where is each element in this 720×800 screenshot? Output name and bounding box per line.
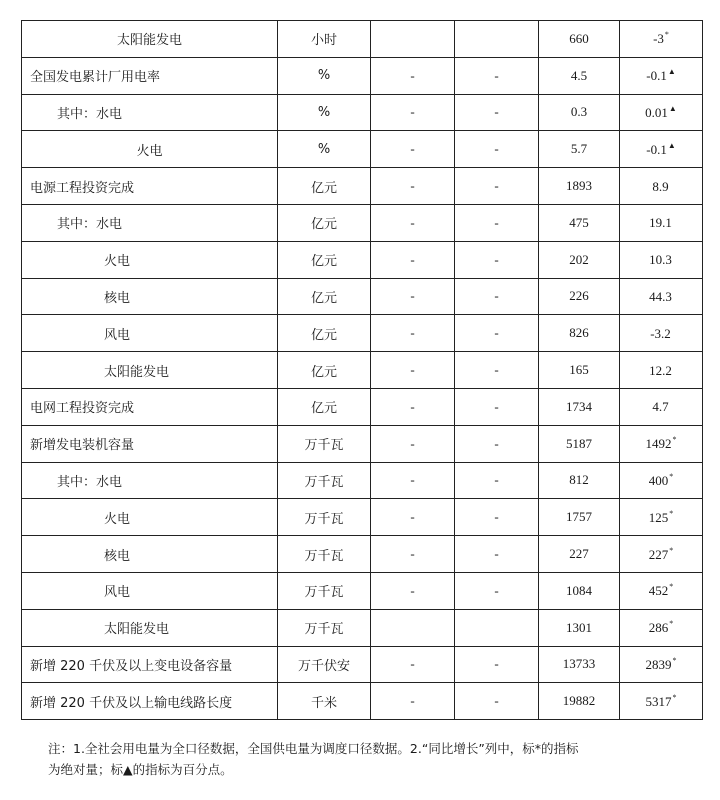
growth-value: -0.1: [646, 141, 667, 157]
month-value: -: [371, 204, 455, 241]
indicator-name: 新增 220 千伏及以上输电线路长度: [22, 683, 278, 720]
unit: 千米: [278, 683, 371, 720]
month-growth: -: [455, 462, 539, 499]
indicator-name: 新增发电装机容量: [22, 425, 278, 462]
month-growth: -: [455, 168, 539, 205]
table-row: [22, 536, 703, 573]
indicator-name: 太阳能发电: [22, 21, 278, 58]
month-growth: -: [455, 499, 539, 536]
table-row: [22, 94, 703, 131]
month-growth: -: [455, 278, 539, 315]
month-growth: -: [455, 683, 539, 720]
unit: 亿元: [278, 204, 371, 241]
month-growth: -: [455, 388, 539, 425]
indicator-name: 电源工程投资完成: [22, 168, 278, 205]
indicator-name: 新增 220 千伏及以上变电设备容量: [22, 646, 278, 683]
indicator-name: 火电: [22, 241, 278, 278]
month-value: -: [371, 646, 455, 683]
triangle-marker-icon: ▲: [667, 140, 676, 150]
unit: 小时: [278, 21, 371, 58]
indicator-name: 其中：水电: [22, 94, 278, 131]
cumulative-value: 1893: [539, 168, 620, 205]
cumulative-growth: [620, 131, 703, 168]
cumulative-value: 1757: [539, 499, 620, 536]
month-growth: [455, 21, 539, 58]
unit: 万千瓦: [278, 609, 371, 646]
month-growth: -: [455, 425, 539, 462]
month-value: -: [371, 499, 455, 536]
cumulative-value: 19882: [539, 683, 620, 720]
unit: 万千瓦: [278, 462, 371, 499]
month-value: -: [371, 241, 455, 278]
table-row: [22, 315, 703, 352]
cumulative-value: 1734: [539, 388, 620, 425]
unit: 万千伏安: [278, 646, 371, 683]
cumulative-value: 0.3: [539, 94, 620, 131]
month-value: -: [371, 683, 455, 720]
indicator-name: 核电: [22, 536, 278, 573]
cumulative-value: 660: [539, 21, 620, 58]
asterisk-marker-icon: *: [669, 619, 674, 629]
table-row: [22, 462, 703, 499]
indicator-name: 太阳能发电: [22, 352, 278, 389]
growth-value: 44.3: [649, 288, 672, 304]
growth-value: 4.7: [652, 399, 669, 415]
cumulative-value: 202: [539, 241, 620, 278]
unit: 亿元: [278, 278, 371, 315]
footnote: [48, 738, 668, 780]
table-row: [22, 572, 703, 609]
unit: %: [278, 131, 371, 168]
month-growth: -: [455, 536, 539, 573]
month-value: -: [371, 352, 455, 389]
month-value: -: [371, 278, 455, 315]
indicator-name: 火电: [22, 131, 278, 168]
month-growth: -: [455, 131, 539, 168]
unit: %: [278, 94, 371, 131]
cumulative-value: 5.7: [539, 131, 620, 168]
indicator-name: 太阳能发电: [22, 609, 278, 646]
cumulative-growth: [620, 646, 703, 683]
unit: %: [278, 57, 371, 94]
growth-value: -0.1: [646, 68, 667, 84]
month-value: -: [371, 388, 455, 425]
table-row: [22, 168, 703, 205]
month-value: -: [371, 94, 455, 131]
indicator-name: 风电: [22, 315, 278, 352]
cumulative-value: 4.5: [539, 57, 620, 94]
cumulative-growth: [620, 168, 703, 205]
month-value: -: [371, 57, 455, 94]
cumulative-growth: [620, 425, 703, 462]
month-value: -: [371, 315, 455, 352]
asterisk-marker-icon: *: [664, 30, 669, 40]
table-row: [22, 499, 703, 536]
table-row: [22, 57, 703, 94]
cumulative-growth: [620, 57, 703, 94]
table-row: [22, 21, 703, 58]
unit: 万千瓦: [278, 425, 371, 462]
table-body: [22, 21, 703, 720]
indicator-name: 电网工程投资完成: [22, 388, 278, 425]
indicator-name: 核电: [22, 278, 278, 315]
cumulative-growth: [620, 462, 703, 499]
cumulative-growth: [620, 21, 703, 58]
cumulative-growth: [620, 94, 703, 131]
table-row: [22, 131, 703, 168]
asterisk-marker-icon: *: [672, 692, 677, 702]
cumulative-value: 5187: [539, 425, 620, 462]
triangle-marker-icon: ▲: [667, 67, 676, 77]
growth-value: 10.3: [649, 252, 672, 268]
growth-value: 12.2: [649, 362, 672, 378]
cumulative-value: 812: [539, 462, 620, 499]
growth-value: -3: [653, 31, 664, 47]
growth-value: 5317: [645, 693, 672, 709]
month-growth: -: [455, 315, 539, 352]
asterisk-marker-icon: *: [672, 435, 677, 445]
month-value: -: [371, 168, 455, 205]
month-value: -: [371, 131, 455, 168]
unit: 亿元: [278, 241, 371, 278]
cumulative-growth: [620, 572, 703, 609]
cumulative-growth: [620, 352, 703, 389]
cumulative-growth: [620, 315, 703, 352]
unit: 亿元: [278, 352, 371, 389]
unit: 亿元: [278, 388, 371, 425]
cumulative-growth: [620, 609, 703, 646]
month-value: -: [371, 462, 455, 499]
cumulative-value: 226: [539, 278, 620, 315]
month-value: -: [371, 572, 455, 609]
month-growth: -: [455, 352, 539, 389]
growth-value: 1492: [645, 436, 672, 452]
growth-value: 125: [648, 509, 669, 525]
triangle-marker-icon: ▲: [668, 103, 677, 113]
unit: 万千瓦: [278, 572, 371, 609]
indicator-name: 火电: [22, 499, 278, 536]
table-row: [22, 388, 703, 425]
cumulative-growth: [620, 536, 703, 573]
month-growth: -: [455, 204, 539, 241]
growth-value: 452: [648, 583, 669, 599]
asterisk-marker-icon: *: [669, 508, 674, 518]
indicator-name: 全国发电累计厂用电率: [22, 57, 278, 94]
month-growth: -: [455, 57, 539, 94]
cumulative-value: 1301: [539, 609, 620, 646]
footnote-line-1: 注：1.全社会用电量为全口径数据，全国供电量为调度口径数据。2.“同比增长”列中，标*的指标: [48, 741, 579, 756]
cumulative-growth: [620, 204, 703, 241]
table-row: [22, 683, 703, 720]
month-value: -: [371, 536, 455, 573]
growth-value: -3.2: [650, 325, 671, 341]
month-growth: -: [455, 94, 539, 131]
asterisk-marker-icon: *: [672, 655, 677, 665]
growth-value: 19.1: [649, 215, 672, 231]
table-row: [22, 204, 703, 241]
asterisk-marker-icon: *: [669, 582, 674, 592]
growth-value: 0.01: [645, 104, 668, 120]
page-number: [356, 0, 362, 2]
growth-value: 8.9: [652, 178, 669, 194]
cumulative-value: 826: [539, 315, 620, 352]
cumulative-growth: [620, 278, 703, 315]
footnote-line-2: 为绝对量；标▲的指标为百分点。: [48, 762, 233, 777]
asterisk-marker-icon: *: [669, 471, 674, 481]
growth-value: 2839: [645, 656, 672, 672]
unit: 万千瓦: [278, 536, 371, 573]
month-value: [371, 21, 455, 58]
indicator-name: 其中：水电: [22, 462, 278, 499]
month-value: [371, 609, 455, 646]
table-row: [22, 241, 703, 278]
indicator-name: 其中：水电: [22, 204, 278, 241]
statistics-table: [21, 20, 703, 720]
cumulative-growth: [620, 241, 703, 278]
unit: 万千瓦: [278, 499, 371, 536]
growth-value: 400: [648, 472, 669, 488]
table-row: [22, 609, 703, 646]
cumulative-value: 1084: [539, 572, 620, 609]
unit: 亿元: [278, 168, 371, 205]
unit: 亿元: [278, 315, 371, 352]
cumulative-growth: [620, 683, 703, 720]
cumulative-growth: [620, 499, 703, 536]
cumulative-value: 13733: [539, 646, 620, 683]
asterisk-marker-icon: *: [669, 545, 674, 555]
indicator-name: 风电: [22, 572, 278, 609]
cumulative-value: 475: [539, 204, 620, 241]
month-growth: [455, 609, 539, 646]
month-growth: -: [455, 646, 539, 683]
table-row: [22, 352, 703, 389]
table-row: [22, 278, 703, 315]
cumulative-growth: [620, 388, 703, 425]
growth-value: 227: [648, 546, 669, 562]
table-row: [22, 425, 703, 462]
month-growth: -: [455, 572, 539, 609]
cumulative-value: 227: [539, 536, 620, 573]
month-growth: -: [455, 241, 539, 278]
table-row: [22, 646, 703, 683]
cumulative-value: 165: [539, 352, 620, 389]
month-value: -: [371, 425, 455, 462]
growth-value: 286: [648, 620, 669, 636]
